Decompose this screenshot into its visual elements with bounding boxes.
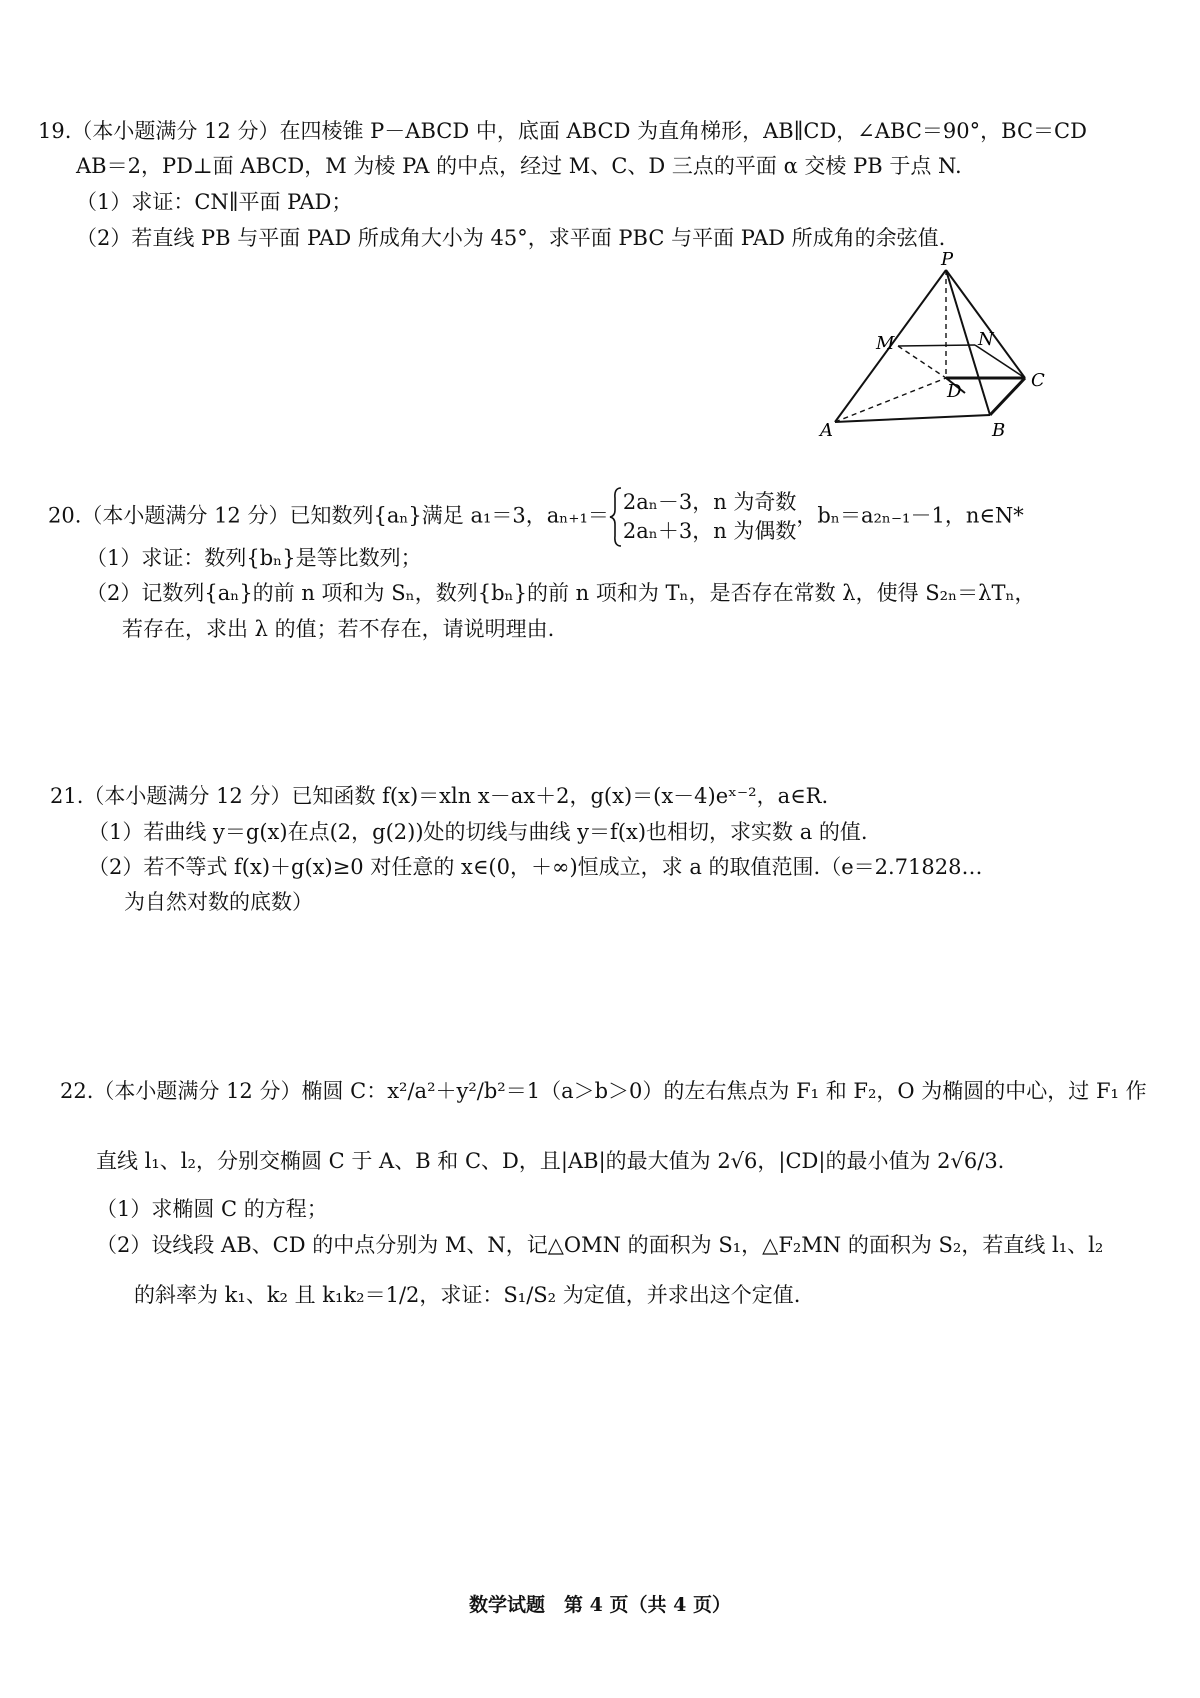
q20-case2: 2aₙ＋3，n 为偶数 — [622, 519, 797, 543]
q22-line2: 直线 l₁、l₂，分别交椭圆 C 于 A、B 和 C、D，且|AB|的最大值为 2√6，|CD|的最小值为 2√6/3. — [96, 1149, 1005, 1173]
q22-part2b: 的斜率为 k₁、k₂ 且 k₁k₂＝1/2，求证：S₁/S₂ 为定值，并求出这个定值. — [134, 1283, 801, 1307]
label-m: M — [876, 333, 895, 354]
q21-part2: （2）若不等式 f(x)＋g(x)≥0 对任意的 x∈(0，＋∞)恒成立，求 a 的取值范围.（e＝2.71828… — [88, 855, 983, 879]
label-a: A — [820, 420, 833, 441]
label-c: C — [1031, 370, 1045, 391]
q20-part2: （2）记数列{aₙ}的前 n 项和为 Sₙ，数列{bₙ}的前 n 项和为 Tₙ，是否存在常数 λ，使得 S₂ₙ＝λTₙ， — [86, 581, 1036, 605]
q20-part2b: 若存在，求出 λ 的值；若不存在，请说明理由. — [122, 617, 555, 641]
label-b: B — [992, 420, 1006, 441]
q20-cases — [623, 488, 797, 546]
label-d: D — [947, 381, 962, 402]
q21-part2b: 为自然对数的底数） — [124, 890, 313, 914]
q21-part1: （1）若曲线 y＝g(x)在点(2，g(2))处的切线与曲线 y＝f(x)也相切，求实数 a 的值. — [88, 820, 868, 844]
q22-part1: （1）求椭圆 C 的方程； — [96, 1197, 328, 1221]
edge-mn — [898, 345, 975, 346]
pyramid-figure — [810, 245, 1070, 445]
q20-line1 — [48, 486, 1024, 548]
q19-line1: 19.（本小题满分 12 分）在四棱锥 P－ABCD 中，底面 ABCD 为直角梯形，AB∥CD，∠ABC＝90°，BC＝CD — [38, 119, 1087, 143]
edge-md — [898, 346, 946, 378]
edge-ab — [835, 415, 990, 422]
q22-line1: 22.（本小题满分 12 分）椭圆 C：x²/a²＋y²/b²＝1（a＞b＞0）的左右焦点为 F₁ 和 F₂，O 为椭圆的中心，过 F₁ 作 — [60, 1079, 1147, 1103]
page-footer: 数学试题 第 4 页（共 4 页） — [469, 1594, 731, 1616]
q19-part1: （1）求证：CN∥平面 PAD； — [76, 190, 353, 214]
q20-part1: （1）求证：数列{bₙ}是等比数列； — [86, 546, 422, 570]
label-p: P — [941, 249, 954, 270]
q20-case1: 2aₙ－3，n 为奇数 — [622, 490, 797, 514]
edge-bc — [990, 378, 1025, 415]
q21-line1: 21.（本小题满分 12 分）已知函数 f(x)＝xln x－ax＋2，g(x)＝(x－4)eˣ⁻²，a∈R. — [50, 784, 829, 808]
q20-tail: ，bₙ＝a₂ₙ₋₁－1，n∈N* — [796, 503, 1024, 528]
q19-line2: AB＝2，PD⊥面 ABCD，M 为棱 PA 的中点，经过 M、C、D 三点的平面 α 交棱 PB 于点 N. — [76, 154, 962, 178]
q22-part2: （2）设线段 AB、CD 的中点分别为 M、N，记△OMN 的面积为 S₁，△F₂MN 的面积为 S₂，若直线 l₁、l₂ — [96, 1233, 1104, 1257]
q19-part2: （2）若直线 PB 与平面 PAD 所成角大小为 45°，求平面 PBC 与平面 PAD 所成角的余弦值. — [76, 226, 946, 250]
edge-pc — [946, 270, 1025, 378]
brace-icon — [609, 486, 623, 548]
q20-lead: 20.（本小题满分 12 分）已知数列{aₙ}满足 a₁＝3，aₙ₊₁＝ — [48, 503, 609, 528]
label-n: N — [978, 329, 994, 350]
